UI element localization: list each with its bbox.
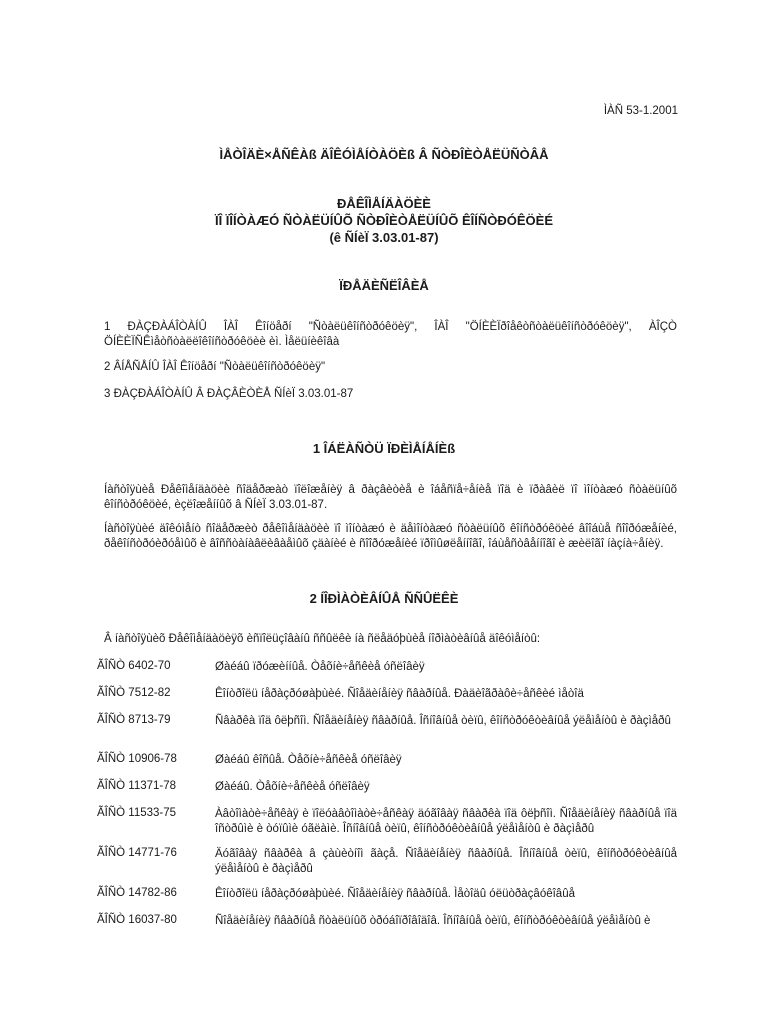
reference-title: Êîíòðîëü íåðàçðóøàþùèé. Ñîåäèíåíèÿ ñâàðíûå. Ìåòîäû óëüòðàçâóêîâûå <box>215 888 575 900</box>
reference-row <box>97 687 677 717</box>
section-1-paragraph-1: Íàñòîÿùèå Ðåêîìåíäàöèè ñîäåðæàò ïîëîæåíèÿ â ðàçâèòèå è îáåñïå÷åíèå ïîä è ïðàâèë ïî ìîíòàæó ñòàëüíûõ êîíñòðóêöèé, èçëîæåííûõ â ÑÍèÏ 3.03.01-87. <box>104 484 677 511</box>
reference-code: ÃÎÑÒ 10906-78 <box>97 753 177 765</box>
reference-row <box>97 714 677 744</box>
reference-title: Àâòîìàòè÷åñêàÿ è ïîëóàâòîìàòè÷åñêàÿ äóãîâàÿ ñâàðêà ïîä ôëþñîì. Ñîåäèíåíèÿ ñâàðíûå ïîä îñòðûìè è òóïûìè óãëàìè. Îñíîâíûå òèïû, êîíñòðóêòèâíûå ýëåìåíòû è ðàçìåðû <box>215 808 677 835</box>
reference-row <box>97 887 677 917</box>
reference-code: ÃÎÑÒ 16037-80 <box>97 914 177 926</box>
reference-code: ÃÎÑÒ 14782-86 <box>97 887 177 899</box>
reference-title: Êîíòðîëü íåðàçðóøàþùèé. Ñîåäèíåíèÿ ñâàðíûå. Ðàäèîãðàôè÷åñêèé ìåòîä <box>215 688 584 700</box>
section-2-heading: 2 ÍÎÐÌÀÒÈÂÍÛÅ ÑÑÛËÊÈ <box>309 591 459 606</box>
reference-row <box>97 780 677 810</box>
reference-row <box>97 660 677 690</box>
reference-row <box>97 914 677 944</box>
reference-row <box>97 807 677 837</box>
reference-code: ÃÎÑÒ 11371-78 <box>97 780 177 792</box>
reference-title: Øàéáû ïðóæèííûå. Òåõíè÷åñêèå óñëîâèÿ <box>215 661 425 673</box>
section-2-intro: Â íàñòîÿùèõ Ðåêîìåíäàöèÿõ èñïîëüçîâàíû ññûëêè íà ñëåäóþùèå íîðìàòèâíûå äîêóìåíòû: <box>104 633 541 645</box>
section-1-heading: 1 ÎÁËÀÑÒÜ ÏÐÈÌÅÍÅÍÈß <box>312 441 456 456</box>
title-line-3: (ê ÑÍèÏ 3.03.01-87) <box>329 230 439 245</box>
preface-item-3: 3 ÐÀÇÐÀÁÎÒÀÍÛ Â ÐÀÇÂÈÒÈÅ ÑÍèÏ 3.03.01-87 <box>104 388 354 400</box>
title-line-1: ÐÅÊÎÌÅÍÄÀÖÈÈ <box>337 196 431 211</box>
ministry-heading: ÌÅÒÎÄÈ×ÅÑÊÀß ÄÎÊÓÌÅÍÒÀÖÈß Â ÑÒÐÎÈÒÅËÜÑÒÂÅ <box>219 147 549 162</box>
reference-row <box>97 847 677 877</box>
reference-code: ÃÎÑÒ 7512-82 <box>97 687 171 699</box>
reference-title: Äóãîâàÿ ñâàðêà â çàùèòíîì ãàçå. Ñîåäèíåíèÿ ñâàðíûå. Îñíîâíûå òèïû, êîíñòðóêòèâíûå ýëåìåíòû è ðàçìåðû <box>215 848 677 875</box>
reference-title: Øàéáû. Òåõíè÷åñêèå óñëîâèÿ <box>215 781 370 793</box>
reference-code: ÃÎÑÒ 11533-75 <box>97 807 177 819</box>
reference-title: Øàéáû êîñûå. Òåõíè÷åñêèå óñëîâèÿ <box>215 754 402 766</box>
reference-title: Ñîåäèíåíèÿ ñâàðíûå ñòàëüíûõ òðóáîïðîâîäîâ. Îñíîâíûå òèïû, êîíñòðóêòèâíûå ýëåìåíòû è <box>215 915 651 927</box>
section-1-paragraph-2: Íàñòîÿùèé äîêóìåíò ñîäåðæèò ðåêîìåíäàöèè ïî ìîíòàæó è äåìîíòàæó ñòàëüíûõ êîíñòðóêöèé âîîáùå ñîîðóæåíèé, ðåêîíñòðóèðóåìûõ è âîññòàíàâëèâàåìûõ çäàíèé è ñîîðóæåíèé ïðîìûøëåííîãî, îáùåñòâåííîãî è æèëîãî íàçíà÷åíèÿ. <box>104 523 677 550</box>
reference-title: Ñâàðêà ïîä ôëþñîì. Ñîåäèíåíèÿ ñâàðíûå. Îñíîâíûå òèïû, êîíñòðóêòèâíûå ýëåìåíòû è ðàçìåðû <box>215 715 671 727</box>
reference-row <box>97 753 677 783</box>
preface-heading: ÏÐÅÄÈÑËÎÂÈÅ <box>339 278 429 293</box>
reference-code: ÃÎÑÒ 8713-79 <box>97 714 171 726</box>
reference-code: ÃÎÑÒ 14771-76 <box>97 847 177 859</box>
title-line-2: ÏÎ ÏÎÍÒÀÆÓ ÑÒÀËÜÍÛÕ ÑÒÐÎÈÒÅËÜÍÛÕ ÊÎÍÑÒÐÓÊÖÈÉ <box>214 213 554 228</box>
reference-code: ÃÎÑÒ 6402-70 <box>97 660 171 672</box>
preface-item-1: 1 ÐÀÇÐÀÁÎÒÀÍÛ ÎÀÎ Êîíöåðí "Ñòàëüêîíñòðóêöèÿ", ÎÀÎ "ÖÍÈÈÏðîåêòñòàëüêîíñòðóêöèÿ", ÀÎÇÒ ÖÍÈÈÏÑÊìåòñòàëëîêîíñòðóêöèè èì. Ìåëüíèêîâà <box>104 321 677 348</box>
document-code: ÌÀÑ 53-1.2001 <box>603 105 678 117</box>
preface-item-2: 2 ÂÍÅÑÅÍÛ ÎÀÎ Êîíöåðí "Ñòàëüêîíñòðóêöèÿ" <box>104 361 326 373</box>
